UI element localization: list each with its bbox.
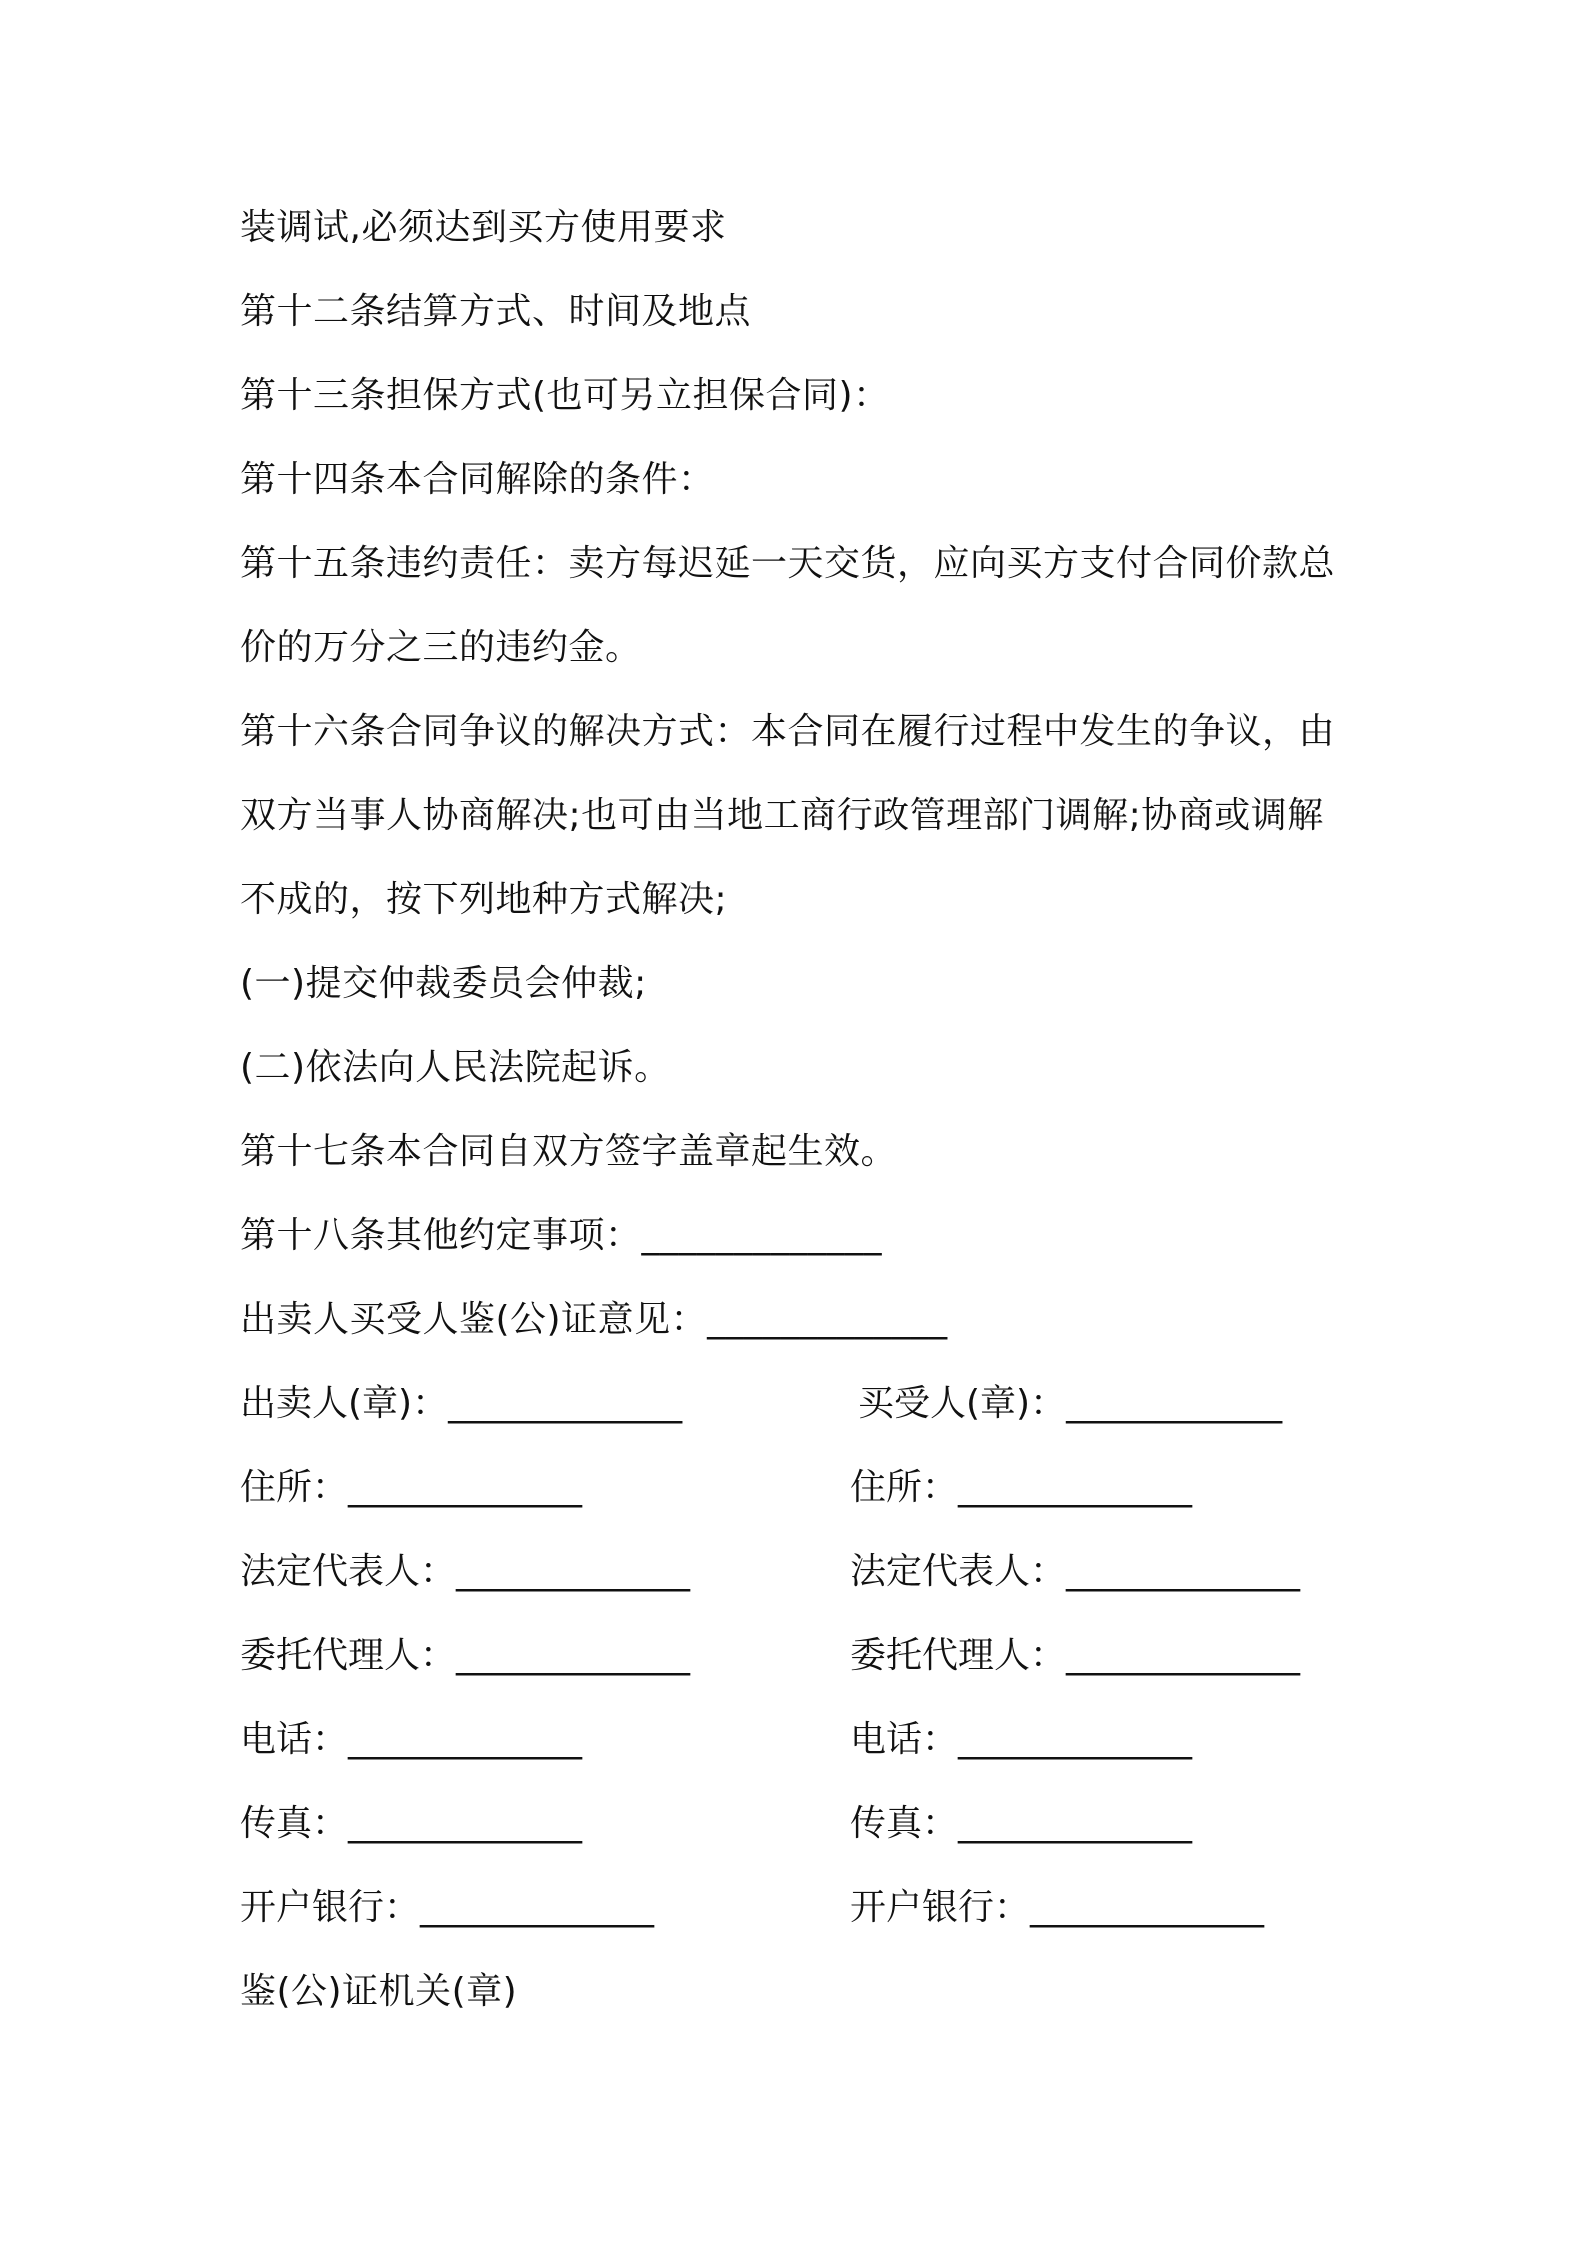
clause-17: 第十七条本合同自双方签字盖章起生效。 bbox=[240, 1131, 898, 1172]
text-line: 双方当事人协商解决;也可由当地工商行政管理部门调解;协商或调解 bbox=[240, 795, 1324, 836]
seller-seal: 出卖人(章)：_____________ bbox=[240, 1383, 683, 1424]
list-item: (二)依法向人民法院起诉。 bbox=[240, 1047, 671, 1088]
buyer-fax: 传真：_____________ bbox=[850, 1803, 1193, 1844]
text-line: 价的万分之三的违约金。 bbox=[240, 627, 642, 668]
buyer-seal: 买受人(章)：____________ bbox=[858, 1383, 1283, 1424]
buyer-address: 住所：_____________ bbox=[850, 1467, 1193, 1508]
buyer-bank: 开户银行：_____________ bbox=[850, 1887, 1265, 1928]
seller-bank: 开户银行：_____________ bbox=[240, 1887, 655, 1928]
clause-14: 第十四条本合同解除的条件： bbox=[240, 459, 715, 500]
buyer-legal-rep: 法定代表人：_____________ bbox=[850, 1551, 1301, 1592]
buyer-phone: 电话：_____________ bbox=[850, 1719, 1193, 1760]
text-line: 不成的，按下列地种方式解决; bbox=[240, 879, 728, 920]
text-line: 装调试,必须达到买方使用要求 bbox=[240, 207, 727, 248]
clause-18: 第十八条其他约定事项：_____________ bbox=[240, 1215, 883, 1256]
clause-13: 第十三条担保方式(也可另立担保合同)： bbox=[240, 375, 890, 416]
seller-legal-rep: 法定代表人：_____________ bbox=[240, 1551, 691, 1592]
notarization-opinion: 出卖人买受人鉴(公)证意见：_____________ bbox=[240, 1299, 948, 1340]
notary-office-seal: 鉴(公)证机关(章) bbox=[240, 1971, 518, 2012]
clause-12: 第十二条结算方式、时间及地点 bbox=[240, 291, 752, 332]
seller-phone: 电话：_____________ bbox=[240, 1719, 583, 1760]
seller-fax: 传真：_____________ bbox=[240, 1803, 583, 1844]
clause-15: 第十五条违约责任：卖方每迟延一天交货，应向买方支付合同价款总 bbox=[240, 543, 1336, 584]
clause-16: 第十六条合同争议的解决方式：本合同在履行过程中发生的争议，由 bbox=[240, 711, 1336, 752]
buyer-agent: 委托代理人：_____________ bbox=[850, 1635, 1301, 1676]
list-item: (一)提交仲裁委员会仲裁; bbox=[240, 963, 647, 1004]
seller-address: 住所：_____________ bbox=[240, 1467, 583, 1508]
seller-agent: 委托代理人：_____________ bbox=[240, 1635, 691, 1676]
